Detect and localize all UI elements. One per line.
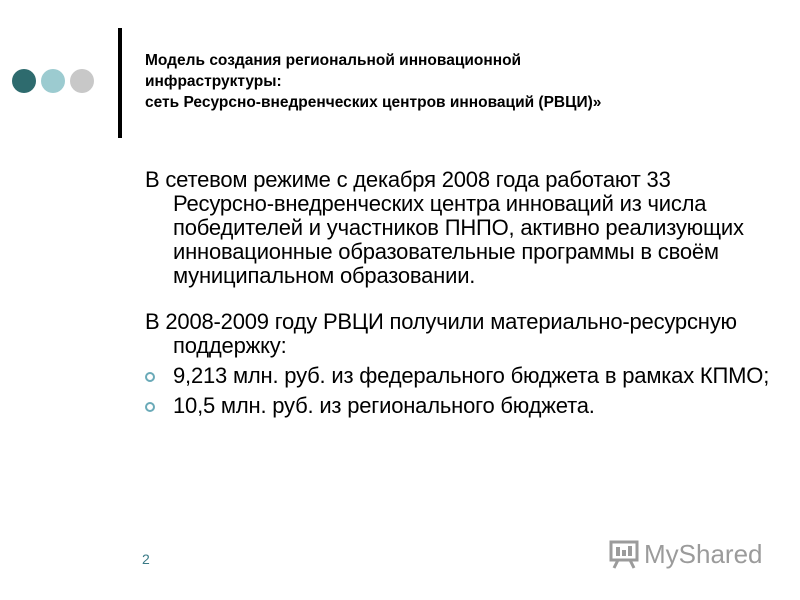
page-number: 2 [142,551,150,567]
title-line-3: сеть Ресурсно-внедренческих центров инноваций (РВЦИ)» [145,94,602,111]
title-divider-bar [118,28,122,138]
bullet-text: 10,5 млн. руб. из регионального бюджета. [173,393,595,418]
bullet-item-regional [145,394,775,418]
decorative-dots [12,69,94,93]
watermark-logo [608,538,763,570]
dot-dark-teal [12,69,36,93]
presentation-board-icon [608,538,640,570]
slide-body [145,168,775,424]
bullet-circle-icon [145,402,155,412]
paragraph-network-mode: В сетевом режиме с декабря 2008 года работают 33 Ресурсно-внедренческих центра инноваций из числа победителей и участников ПНПО, активно реализующих инновационные образовательные программы в своём муниципальном образовании. [145,167,744,288]
bullet-item-federal [145,364,775,388]
bullet-circle-icon [145,372,155,382]
dot-light-teal [41,69,65,93]
watermark-text: MyShared [644,538,763,569]
paragraph-support: В 2008-2009 году РВЦИ получили материально-ресурсную поддержку: [145,309,737,358]
slide-title [145,50,785,113]
bullet-text: 9,213 млн. руб. из федерального бюджета в рамках КПМО; [173,363,770,388]
dot-gray [70,69,94,93]
title-line-2: инфраструктуры: [145,73,282,90]
title-line-1: Модель создания региональной инновационной [145,52,522,69]
